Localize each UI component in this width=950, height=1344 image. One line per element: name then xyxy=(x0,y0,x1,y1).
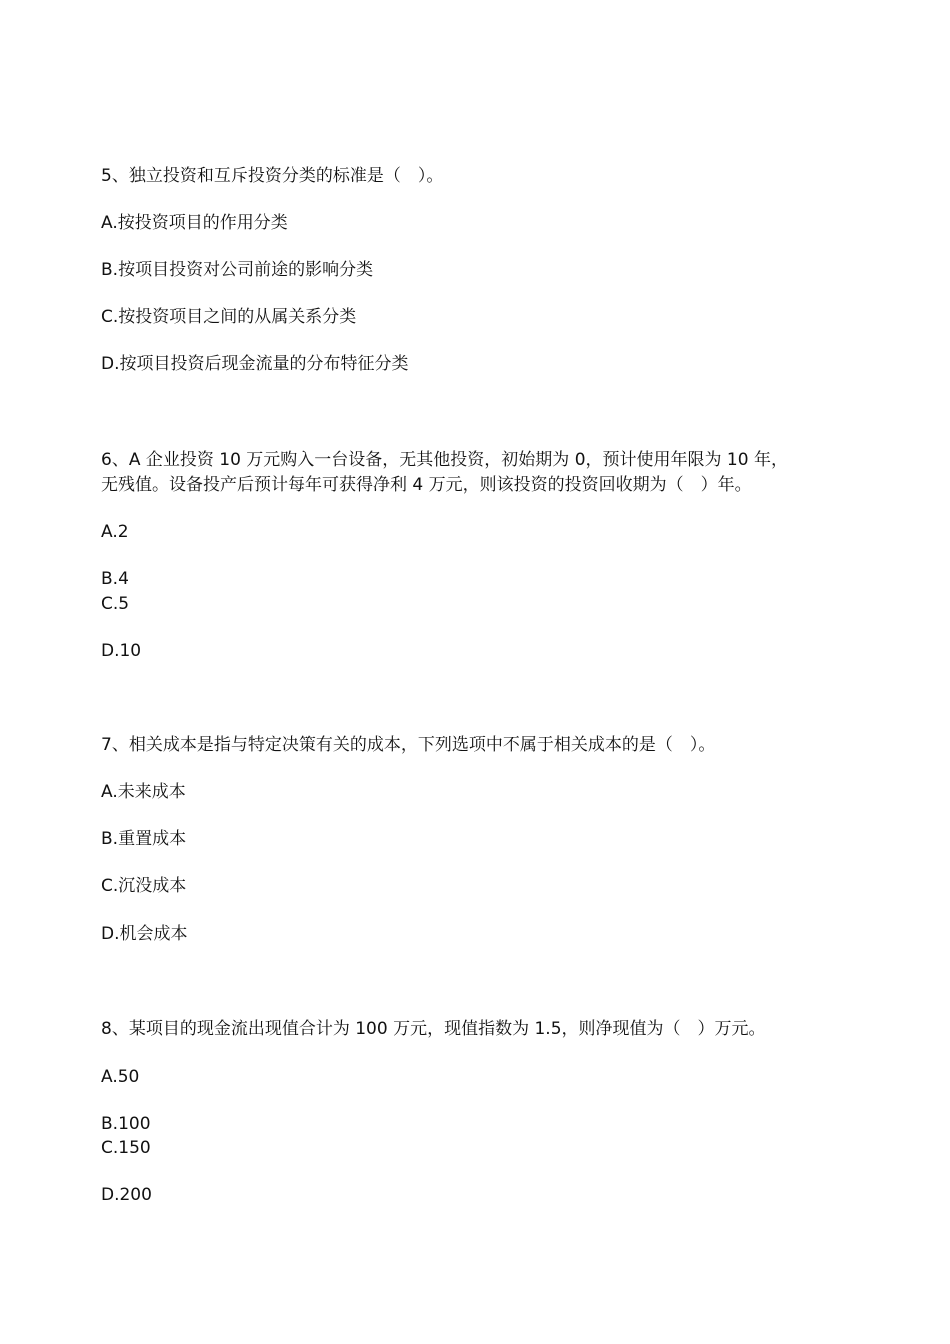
question-5-option-b: B.按项目投资对公司前途的影响分类 xyxy=(101,260,374,280)
question-5-option-a: A.按投资项目的作用分类 xyxy=(101,213,288,233)
question-8-option-d: D.200 xyxy=(101,1185,152,1205)
question-7-option-a: A.未来成本 xyxy=(101,782,186,802)
question-7-option-b: B.重置成本 xyxy=(101,829,187,849)
question-8-option-b: B.100 xyxy=(101,1114,151,1134)
question-8-option-c: C.150 xyxy=(101,1138,151,1158)
question-7-option-c: C.沉没成本 xyxy=(101,876,187,896)
question-6-option-a: A.2 xyxy=(101,522,129,542)
question-6-stem-line-1: 6、A 企业投资 10 万元购入一台设备，无其他投资，初始期为 0，预计使用年限为 10 年， xyxy=(101,450,788,470)
question-6-option-d: D.10 xyxy=(101,641,142,661)
question-5-stem: 5、独立投资和互斥投资分类的标准是（ ）。 xyxy=(101,166,444,186)
question-5-option-c: C.按投资项目之间的从属关系分类 xyxy=(101,307,357,327)
question-5-option-d: D.按项目投资后现金流量的分布特征分类 xyxy=(101,354,409,374)
question-6-option-c: C.5 xyxy=(101,594,130,614)
question-8-option-a: A.50 xyxy=(101,1067,140,1087)
question-7-stem: 7、相关成本是指与特定决策有关的成本，下列选项中不属于相关成本的是（ ）。 xyxy=(101,735,716,755)
question-7-option-d: D.机会成本 xyxy=(101,924,188,944)
question-6-stem-line-2: 无残值。设备投产后预计每年可获得净利 4 万元，则该投资的投资回收期为（ ）年。 xyxy=(101,475,752,495)
question-8-stem: 8、某项目的现金流出现值合计为 100 万元，现值指数为 1.5，则净现值为（ ）万元。 xyxy=(101,1019,766,1039)
question-6-option-b: B.4 xyxy=(101,569,129,589)
